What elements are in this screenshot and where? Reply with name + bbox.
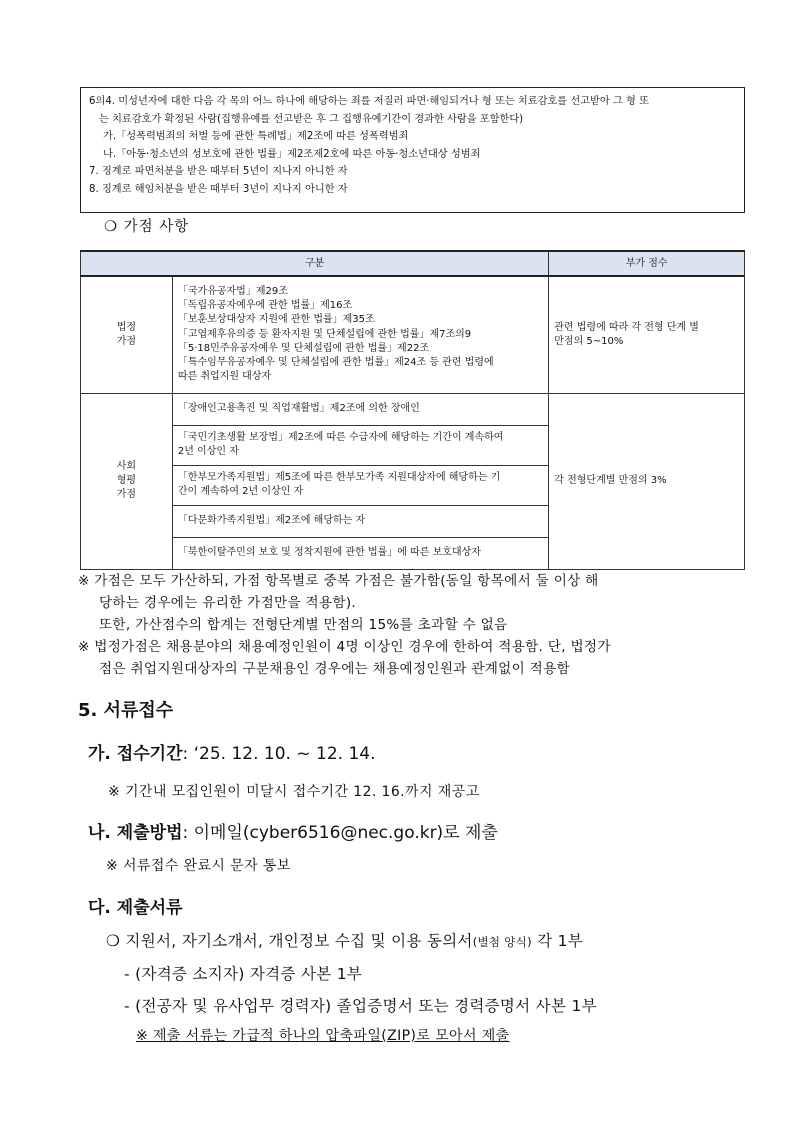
points-text: 관련 법령에 따라 각 전형 단계 별: [554, 321, 699, 333]
social-item: [172, 465, 548, 505]
points-text: 만점의 5~10%: [554, 335, 624, 347]
note-line: 당하는 경우에는 유리한 가점만을 적용함).: [99, 595, 357, 611]
documents-sub: - (자격증 소지자) 자격증 사본 1부: [124, 965, 363, 983]
law-item: 「보훈보상대상자 지원에 관한 법률」제35조: [177, 314, 375, 326]
period-note: ※ 기간내 모집인원이 미달시 접수기간 12. 16.까지 재공고: [108, 784, 480, 800]
bonus-points-table: [80, 250, 745, 570]
section-title: 5. 서류접수: [78, 700, 174, 721]
bonus-notes: [78, 570, 738, 680]
documents-sub: - (전공자 및 유사업무 경력자) 졸업증명서 또는 경력증명서 사본 1부: [124, 997, 597, 1015]
law-item: 「특수임무유공자예우 및 단체설립에 관한 법률」제24조 등 관련 법령에: [177, 357, 494, 369]
category-label: 가점: [116, 489, 137, 500]
item-text: 「국민기초생활 보장법」제2조에 따른 수급자에 해당하는 기간이 계속하여: [177, 432, 504, 443]
category-label: 사회: [116, 461, 137, 472]
documents-tail: 각 1부: [531, 932, 584, 950]
social-item: [172, 425, 548, 465]
legal-category: [81, 276, 173, 393]
legal-points: [549, 276, 745, 393]
documents-main: ❍ 지원서, 자기소개서, 개인정보 수집 및 이용 동의서: [106, 932, 473, 950]
category-label: 형평: [116, 475, 137, 486]
box-line: 8. 징계로 해임처분을 받은 때부터 3년이 지나지 아니한 자: [89, 183, 348, 195]
category-label: 법정: [116, 321, 137, 333]
social-item: [172, 537, 548, 569]
item-text: 「한부모가족지원법」제5조에 따른 한부모가족 지원대상자에 해당하는 기: [177, 472, 501, 483]
documents-small: (별첨 양식): [472, 935, 532, 949]
note-line: ※ 법정가점은 채용분야의 채용예정인원이 4명 이상인 경우에 한하여 적용함. 단, 법정가: [78, 639, 611, 655]
law-item: 「고엽제후유의증 등 환자지원 및 단체설립에 관한 법률」제7조의9: [177, 328, 472, 340]
note-line: 또한, 가산점수의 합계는 전형단계별 만점의 15%를 초과할 수 없음: [99, 617, 508, 633]
disqualification-box: [80, 87, 745, 213]
documents-note: ※ 제출 서류는 가급적 하나의 압축파일(ZIP)로 모아서 제출: [136, 1028, 510, 1044]
box-line: 6의4. 미성년자에 대한 다음 각 목의 어느 하나에 해당하는 죄를 저질러 파면·해임되거나 형 또는 치료감호를 선고받아 그 형 또: [89, 96, 649, 107]
law-item: 따른 취업지원 대상자: [177, 371, 272, 383]
item-text: 간이 계속하여 2년 이상인 자: [177, 486, 304, 497]
social-category: [81, 393, 173, 569]
legal-laws: [172, 276, 548, 393]
method-label: 나. 제출방법: [88, 823, 183, 843]
item-text: 「북한이탈주민의 보호 및 정착지원에 관한 법률」에 따른 보호대상자: [177, 547, 481, 558]
period-label: 가. 접수기간: [88, 744, 183, 764]
note-line: 점은 취업지원대상자의 구분채용인 경우에는 채용예정인원과 관계없이 적용함: [99, 661, 570, 677]
period-row: [88, 739, 375, 764]
box-line: 는 치료감호가 확정된 사람(집행유예를 선고받은 후 그 집행유예기간이 경과한 사람을 포함한다): [99, 113, 524, 125]
social-item: [172, 393, 548, 425]
note-line: ※ 가점은 모두 가산하되, 가점 항목별로 중복 가점은 불가함(동일 항목에서 둘 이상 해: [78, 573, 599, 589]
item-text: 2년 이상인 자: [177, 446, 239, 457]
category-label: 가점: [116, 335, 137, 347]
social-item: [172, 505, 548, 537]
box-line: 7. 징계로 파면처분을 받은 때부터 5년이 지나지 아니한 자: [89, 166, 348, 178]
header-points: 부가 점수: [549, 251, 745, 276]
bonus-points-heading: ❍ 가점 사항: [104, 219, 190, 235]
documents-row: [88, 893, 183, 918]
method-row: [88, 818, 498, 843]
law-item: 「독립유공자예우에 관한 법률」제16조: [177, 300, 353, 312]
method-value: : 이메일(cyber6516@nec.go.kr)로 제출: [182, 823, 498, 843]
box-line: 나.「아동·청소년의 성보호에 관한 법률」제2조제2호에 따른 아동·청소년대상 성범죄: [103, 148, 481, 160]
item-text: 「다문화가족지원법」제2조에 해당하는 자: [177, 515, 366, 526]
documents-item: [106, 929, 583, 951]
item-text: 「장애인고용촉진 및 직업재활법」제2조에 의한 장애인: [177, 403, 420, 414]
documents-label: 다. 제출서류: [88, 898, 183, 918]
header-category: 구분: [81, 251, 549, 276]
law-item: 「국가유공자법」제29조: [177, 286, 288, 298]
social-points: 각 전형단계별 만점의 3%: [549, 393, 745, 569]
period-value: : ‘25. 12. 10. ~ 12. 14.: [182, 744, 376, 764]
law-item: 「5·18민주유공자예우 및 단체설립에 관한 법률」제22조: [177, 342, 430, 354]
method-note: ※ 서류접수 완료시 문자 통보: [106, 858, 291, 874]
box-line: 가.「성폭력범죄의 처벌 등에 관한 특례법」제2조에 따른 성폭력범죄: [103, 131, 409, 143]
